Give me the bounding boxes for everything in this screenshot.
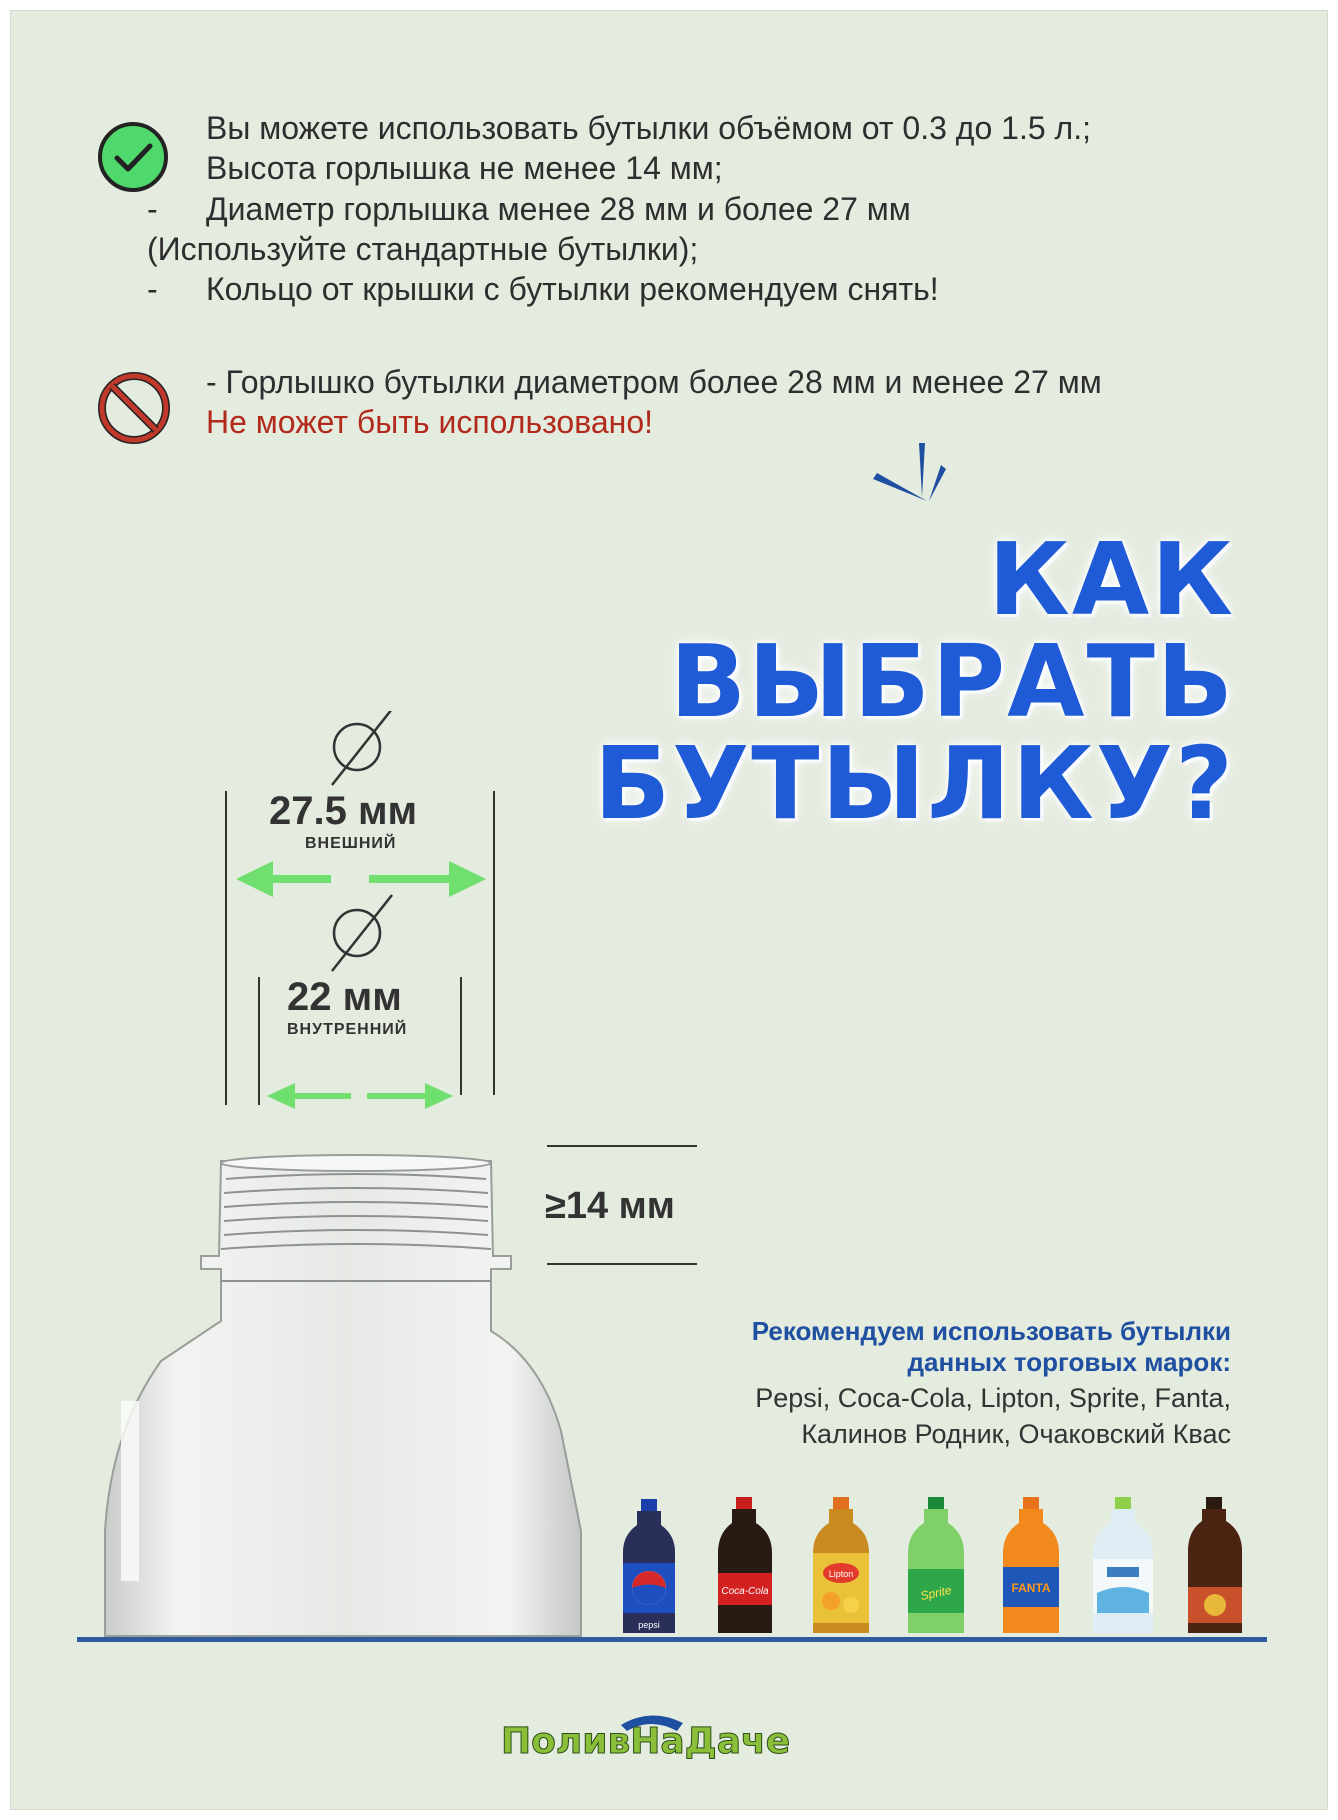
outer-diameter-arrow-icon bbox=[236, 861, 486, 897]
kalinov-rodnik-bottle-icon bbox=[1093, 1497, 1153, 1633]
svg-text:pepsi: pepsi bbox=[638, 1620, 660, 1630]
logo-image bbox=[501, 1701, 881, 1765]
lipton-bottle-icon bbox=[813, 1497, 869, 1633]
allowed-volume-text: Вы можете использовать бутылки объёмом от 0.3 до 1.5 л.; bbox=[206, 110, 1091, 146]
check-circle-icon bbox=[97, 121, 169, 193]
inner-diameter-value: 22 мм bbox=[287, 975, 402, 1019]
recommend-brands-line-1: Pepsi, Coca-Cola, Lipton, Sprite, Fanta, bbox=[755, 1383, 1231, 1413]
bullet-dash: - bbox=[147, 191, 158, 227]
inner-diameter-arrow-icon bbox=[267, 1083, 453, 1109]
bullet-dash: - bbox=[147, 271, 158, 307]
headline-line-1: КАК bbox=[988, 521, 1235, 638]
outer-diameter-value: 27.5 мм bbox=[269, 789, 418, 833]
svg-text:FANTA: FANTA bbox=[1011, 1581, 1051, 1595]
pepsi-bottle-icon bbox=[623, 1499, 675, 1633]
ochakovsky-kvass-bottle-icon bbox=[1188, 1497, 1242, 1633]
fanta-bottle-icon bbox=[1003, 1497, 1059, 1633]
svg-text:Coca-Cola: Coca-Cola bbox=[721, 1586, 769, 1597]
dimension-diagram bbox=[211, 711, 511, 1111]
forbidden-warning-text: Не может быть использовано! bbox=[206, 404, 654, 440]
allowed-neck-diameter-text: Диаметр горлышка менее 28 мм и более 27 мм bbox=[206, 191, 911, 227]
recommend-brands-line-2: Калинов Родник, Очаковский Квас bbox=[801, 1419, 1231, 1449]
prohibited-circle-icon bbox=[95, 369, 173, 447]
outer-diameter-caption: ВНЕШНИЙ bbox=[305, 835, 397, 852]
allowed-standard-bottles-text: (Используйте стандартные бутылки); bbox=[147, 231, 699, 267]
sprite-bottle-icon bbox=[908, 1497, 964, 1633]
inner-diameter-caption: ВНУТРЕННИЙ bbox=[287, 1021, 408, 1038]
brand-bottles-row bbox=[623, 1497, 1243, 1637]
headline-line-3: БУТЫЛКУ? bbox=[593, 725, 1235, 842]
polivnadache-logo bbox=[501, 1701, 881, 1770]
shelf-line bbox=[77, 1637, 1267, 1642]
allowed-ring-removal-text: Кольцо от крышки с бутылки рекомендуем снять! bbox=[206, 271, 939, 307]
diameter-symbol-icon bbox=[332, 711, 392, 785]
diameter-symbol-icon bbox=[332, 895, 392, 971]
forbidden-diameter-text: - Горлышко бутылки диаметром более 28 мм и менее 27 мм bbox=[206, 364, 1102, 400]
accent-strokes-icon bbox=[869, 439, 949, 509]
recommend-title-line-1: Рекомендуем использовать бутылки bbox=[751, 1316, 1231, 1346]
coca-cola-bottle-icon bbox=[718, 1497, 772, 1633]
neck-height-value: ≥14 мм bbox=[545, 1185, 675, 1227]
bottle-illustration bbox=[101, 1131, 641, 1651]
svg-text:ПоливНаДаче: ПоливНаДаче bbox=[501, 1721, 791, 1762]
infographic-card bbox=[10, 10, 1328, 1810]
recommend-title-line-2: данных торговых марок: bbox=[907, 1347, 1231, 1377]
svg-text:Lipton: Lipton bbox=[828, 1569, 854, 1579]
svg-text:Sprite: Sprite bbox=[919, 1582, 953, 1604]
headline-line-2: ВЫБРАТЬ bbox=[669, 623, 1235, 740]
allowed-neck-height-text: Высота горлышка не менее 14 мм; bbox=[206, 150, 723, 186]
